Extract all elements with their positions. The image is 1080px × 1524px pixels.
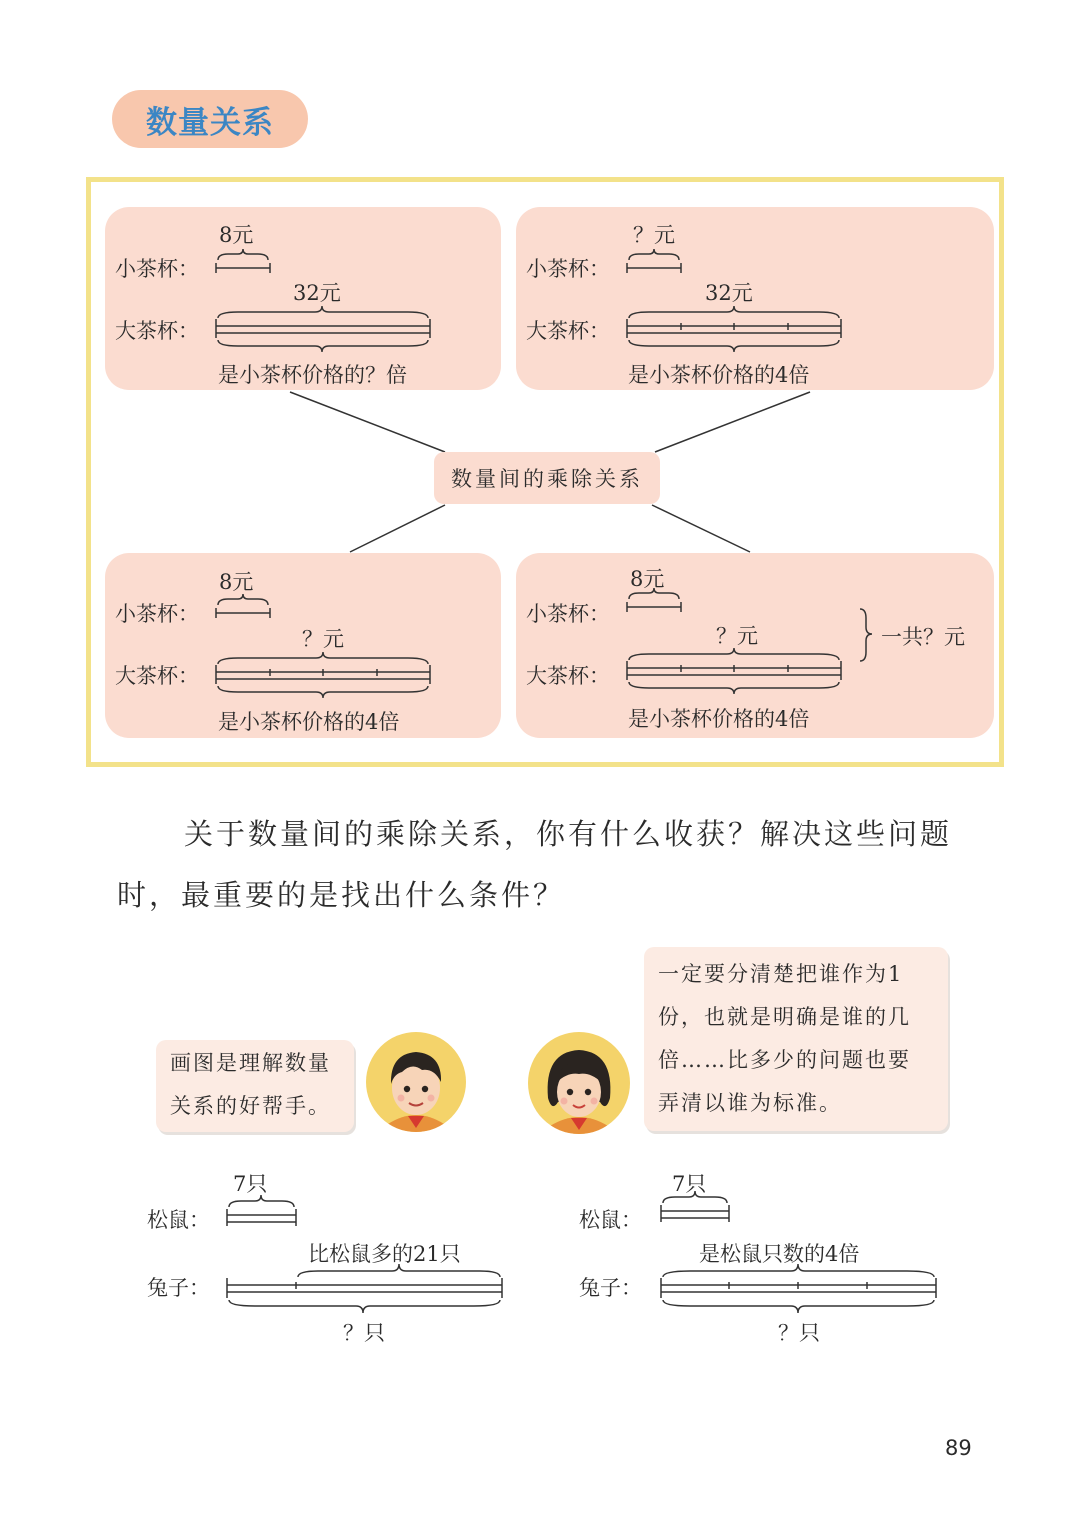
girl-bubble-line-3: 倍……比多少的问题也要	[658, 1048, 911, 1072]
d2-squirrel-value: 7只	[672, 1172, 707, 1196]
p1-small-bar	[216, 263, 270, 273]
boy-bubble-line-2: 关系的好帮手。	[170, 1094, 331, 1118]
connector-top-right	[655, 392, 810, 452]
boy-speech-bubble	[156, 1040, 354, 1132]
d2-total-brace	[663, 1300, 934, 1313]
p1-big-label: 大茶杯：	[115, 319, 199, 343]
d1-squirrel-bar	[227, 1209, 296, 1226]
question-line-2: 时，最重要的是找出什么条件？	[117, 878, 566, 912]
p3-small-label: 小茶杯：	[115, 602, 199, 626]
d1-rabbit-bar	[227, 1278, 502, 1298]
connector-bottom-left	[350, 505, 445, 552]
p2-small-bar	[627, 263, 681, 273]
p3-big-label: 大茶杯：	[115, 664, 199, 688]
p4-big-label: 大茶杯：	[526, 664, 610, 688]
p3-bottom-brace	[218, 686, 428, 698]
p1-big-bar	[216, 319, 430, 338]
p1-small-label: 小茶杯：	[115, 257, 199, 281]
p4-total: 一共？元	[881, 625, 965, 649]
d2-squirrel-label: 松鼠：	[579, 1208, 642, 1232]
p3-big-bar	[216, 665, 430, 684]
p4-total-brace	[860, 609, 872, 661]
connector-bottom-right	[652, 505, 750, 552]
girl-bubble-line-1: 一定要分清楚把谁作为1	[658, 962, 904, 986]
p2-big-bar	[627, 319, 841, 338]
section-title: 数量关系	[112, 90, 308, 148]
p1-big-brace	[218, 306, 428, 318]
d1-squirrel-value: 7只	[233, 1172, 268, 1196]
p1-big-value: 32元	[293, 281, 341, 305]
p1-relation: 是小茶杯价格的？倍	[218, 363, 407, 387]
d1-total: ？只	[343, 1321, 385, 1345]
p3-small-value: 8元	[219, 570, 254, 594]
p2-small-label: 小茶杯：	[526, 257, 610, 281]
d2-rabbit-bar	[661, 1278, 936, 1298]
p4-bottom-brace	[629, 682, 839, 694]
d2-rabbit-label: 兔子：	[579, 1276, 642, 1300]
p4-small-bar	[627, 602, 681, 612]
p2-big-label: 大茶杯：	[526, 319, 610, 343]
p2-small-value: ？元	[633, 223, 675, 247]
girl-bubble-line-2: 份，也就是明确是谁的几	[658, 1005, 911, 1029]
p4-big-bar	[627, 661, 841, 680]
p4-big-value: ？元	[716, 624, 758, 648]
boy-face-icon	[366, 1032, 466, 1132]
p3-big-brace	[218, 652, 428, 664]
d1-total-brace	[229, 1300, 500, 1313]
boy-avatar	[366, 1032, 466, 1132]
girl-speech-bubble	[644, 947, 948, 1131]
p2-big-brace	[629, 306, 839, 318]
d1-squirrel-label: 松鼠：	[147, 1208, 210, 1232]
p1-bottom-brace	[218, 340, 428, 352]
p2-small-brace	[629, 249, 679, 260]
p4-small-value: 8元	[630, 567, 665, 591]
p3-small-bar	[216, 608, 270, 618]
p2-relation: 是小茶杯价格的4倍	[628, 363, 810, 387]
girl-face-icon	[528, 1032, 630, 1134]
d2-extra: 是松鼠只数的4倍	[699, 1242, 860, 1266]
connector-top-left	[290, 392, 445, 452]
p3-big-value: ？元	[302, 627, 344, 651]
d1-rabbit-label: 兔子：	[147, 1276, 210, 1300]
page-number: 89	[945, 1436, 972, 1460]
p1-small-brace	[218, 249, 268, 260]
p3-relation: 是小茶杯价格的4倍	[218, 710, 400, 734]
p2-big-value: 32元	[705, 281, 753, 305]
girl-bubble-line-4: 弄清以谁为标准。	[658, 1091, 842, 1115]
boy-bubble-line-1: 画图是理解数量	[170, 1051, 331, 1075]
p4-relation: 是小茶杯价格的4倍	[628, 707, 810, 731]
d1-extra: 比松鼠多的21只	[308, 1242, 461, 1266]
p2-bottom-brace	[629, 340, 839, 352]
d2-squirrel-bar	[661, 1205, 729, 1222]
girl-avatar	[528, 1032, 630, 1134]
p1-small-value: 8元	[219, 223, 254, 247]
d2-total: ？只	[778, 1321, 820, 1345]
p4-small-label: 小茶杯：	[526, 602, 610, 626]
question-line-1: 关于数量间的乘除关系，你有什么收获？解决这些问题	[184, 817, 953, 851]
center-node: 数量间的乘除关系	[434, 452, 660, 504]
